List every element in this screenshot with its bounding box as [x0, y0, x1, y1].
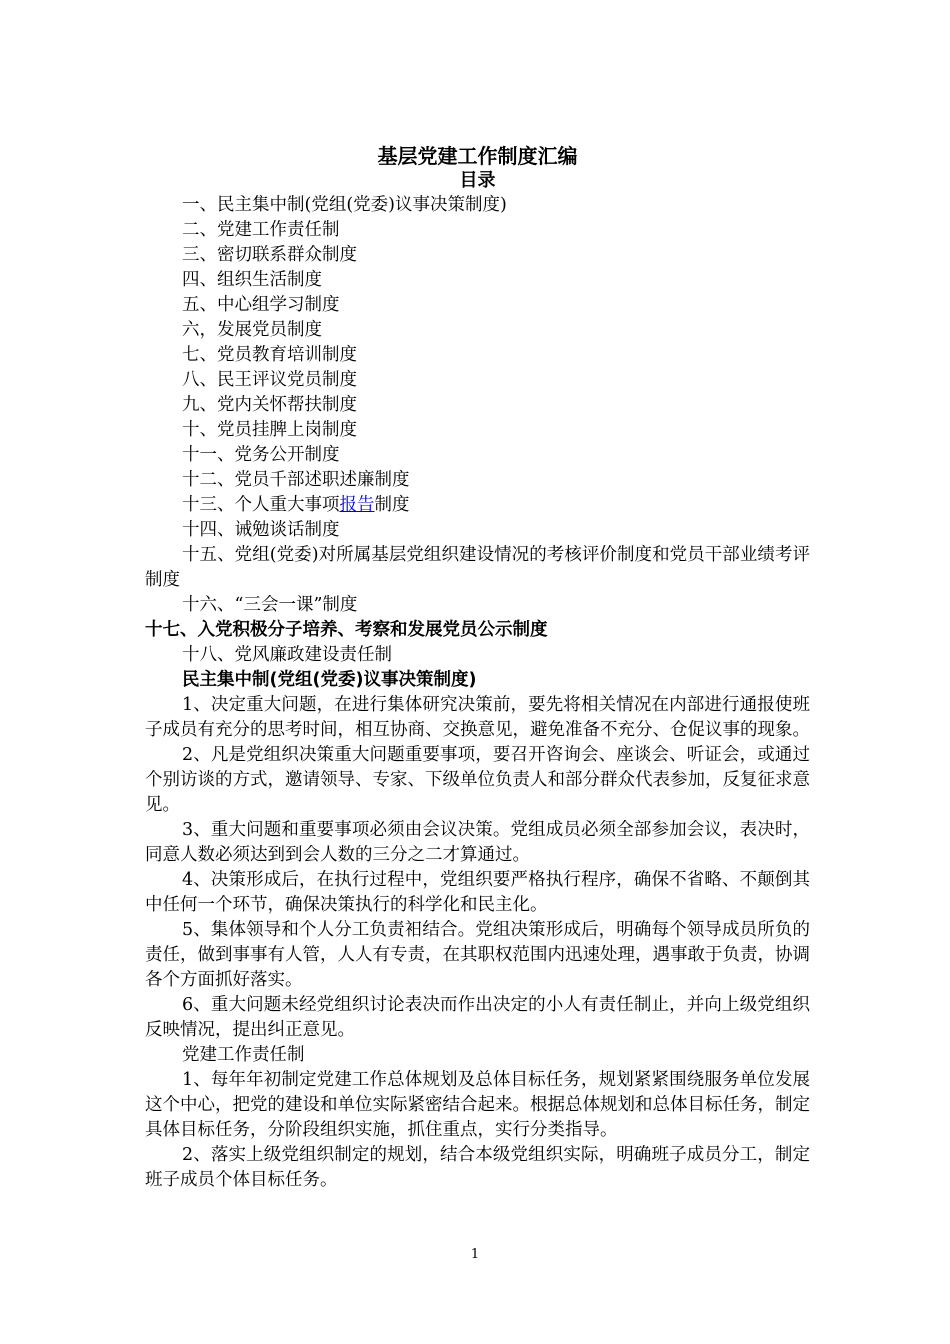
- section-body: [145, 693, 810, 1043]
- toc-item-13-prefix: 十三、个人重大事项: [182, 495, 340, 515]
- toc-item: 十六、“三会一课”制度: [182, 595, 358, 615]
- toc-item: 十四、诫勉谈话制度: [182, 520, 340, 540]
- paragraph: 2、凡是党组织决策重大问题重要事项，要召开咨询会、座谈会、听证会，或通过个别访谈的方式，邀请领导、专家、下级单位负责人和部分群众代表参加，反复征求意见。: [145, 745, 810, 815]
- paragraph: 3、重大问题和重要事项必须由会议决策。党组成员必须全部参加会议，表决时，同意人数必须达到到会人数的三分之二才算通过。: [145, 820, 810, 865]
- toc-item: 十、党员挂脾上岗制度: [182, 420, 357, 440]
- toc-item: 八、民王评议党员制度: [182, 370, 357, 390]
- paragraph: 1、决定重大问题，在进行集体研究决策前，要先将相关情况在内部进行通报使班子成员有充分的思考时间，相互协商、交换意见，避免准备不充分、仓促议事的现象。: [145, 695, 810, 740]
- toc-item-13: [145, 493, 810, 518]
- toc-item: 五、中心组学习制度: [182, 295, 340, 315]
- document-body: [145, 143, 810, 1193]
- paragraph: 1、每年年初制定党建工作总体规划及总体目标任务，规划紧紧围绕服务单位发展这个中心，把党的建设和单位实际紧密结合起来。根据总体规划和总体目标任务，制定具体目标任务，分阶段组织实施，抓住重点，实行分类指导。: [145, 1070, 810, 1140]
- section-body: [145, 1068, 810, 1193]
- toc-item: 二、党建工作责任制: [182, 220, 340, 240]
- toc-item: 十二、党员千部述职述廉制度: [182, 470, 410, 490]
- page-number: 1: [470, 1247, 480, 1262]
- toc-item-13-suffix: 制度: [374, 495, 410, 515]
- toc-item: 十一、党务公开制度: [182, 445, 340, 465]
- toc-item: 十八、党风廉政建设责任制: [182, 645, 392, 665]
- toc-item: 三、密切联系群众制度: [182, 245, 357, 265]
- report-link[interactable]: 报告: [339, 495, 375, 515]
- toc-list: [145, 193, 810, 668]
- toc-item: 一、民主集中制(党组(党委)议事决策制度): [182, 195, 507, 215]
- toc-item: 七、党员教育培训制度: [182, 345, 357, 365]
- toc-heading: 目录: [459, 170, 496, 191]
- paragraph: 4、决策形成后，在执行过程中，党组织要严格执行程序，确保不省略、不颠倒其中任何一个环节，确保决策执行的科学化和民主化。: [145, 870, 810, 915]
- toc-item-15: 十五、党组(党委)对所属基层党组织建设情况的考核评价制度和党员干部业绩考评制度: [145, 545, 810, 590]
- section-heading: 民主集中制(党组(党委)议事决策制度): [182, 670, 477, 690]
- paragraph: 2、落实上级党组织制定的规划，结合本级党组织实际，明确班子成员分工，制定班子成员个体目标任务。: [145, 1145, 810, 1190]
- toc-item: 九、党内关怀帮扶制度: [182, 395, 357, 415]
- paragraph: 5、集体领导和个人分工负责衵结合。党组决策形成后，明确每个领导成员所负的责任，做到事事有人管，人人有专责，在其职权范围内迅速处理，遇事敢于负责，协调各个方面抓好落实。: [145, 920, 810, 990]
- toc-item: 六，发展党员制度: [182, 320, 322, 340]
- section-heading: 党建工作责任制: [182, 1045, 305, 1065]
- document-title: 基层党建工作制度汇编: [377, 144, 578, 168]
- toc-item: 四、组织生活制度: [182, 270, 322, 290]
- toc-item-17: 十七、入党积极分子培养、考察和发展党员公示制度: [145, 620, 548, 640]
- paragraph: 6、重大问题未经党组织讨论表决而作出决定的小人有责任制止，并向上级党组织反映情况，提出纠正意见。: [145, 995, 810, 1040]
